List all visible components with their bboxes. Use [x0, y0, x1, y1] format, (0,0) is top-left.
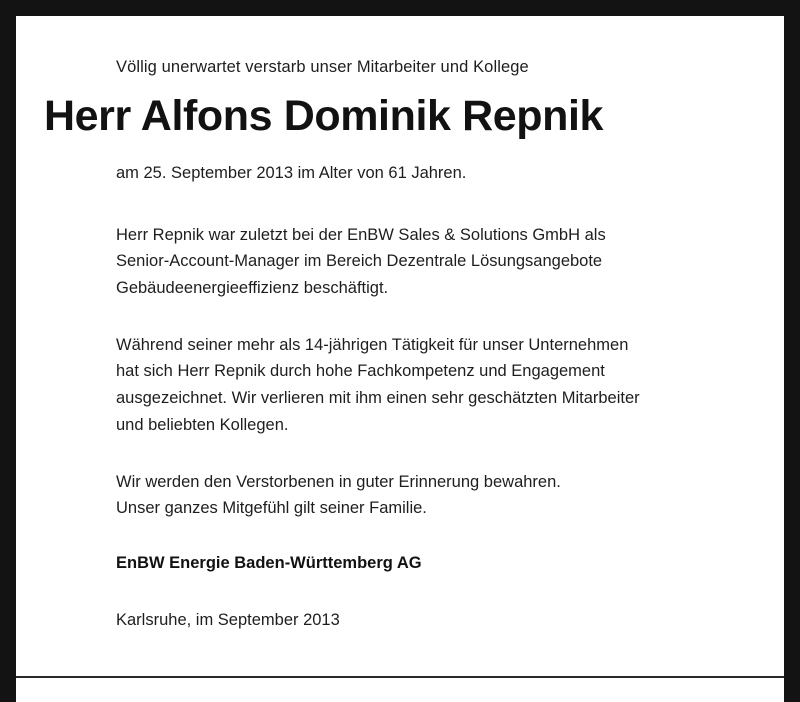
notice-content	[44, 56, 756, 632]
paragraph-career	[116, 222, 756, 302]
paragraph-line: Während seiner mehr als 14-jährigen Tätigkeit für unser Unternehmen	[116, 335, 629, 354]
intro-text: Völlig unerwartet verstarb unser Mitarbeiter und Kollege	[116, 58, 529, 76]
company-name: EnBW Energie Baden-Württemberg AG	[116, 553, 422, 572]
paragraph-line: Senior-Account-Manager im Bereich Dezentrale Lösungsangebote	[116, 252, 603, 271]
deceased-name: Herr Alfons Dominik Repnik	[44, 92, 604, 141]
paragraph-line: Herr Repnik war zuletzt bei der EnBW Sales & Solutions GmbH als	[116, 225, 606, 244]
place-and-date: Karlsruhe, im September 2013	[116, 611, 340, 630]
paragraph-line: Unser ganzes Mitgefühl gilt seiner Familie.	[116, 499, 427, 518]
paragraph-line: ausgezeichnet. Wir verlieren mit ihm einen sehr geschätzten Mitarbeiter	[116, 389, 640, 408]
paragraph-tribute	[116, 332, 756, 439]
paragraph-line: hat sich Herr Repnik durch hohe Fachkompetenz und Engagement	[116, 362, 605, 381]
paragraph-line: Wir werden den Verstorbenen in guter Erinnerung bewahren.	[116, 472, 561, 491]
border-bottom-rule	[16, 676, 784, 678]
border-top	[0, 0, 800, 16]
paragraph-line: und beliebten Kollegen.	[116, 415, 289, 434]
date-of-death-and-age: am 25. September 2013 im Alter von 61 Jahren.	[116, 164, 467, 183]
paragraph-condolence	[116, 469, 756, 522]
paragraph-line: Gebäudeenergieeffizienz beschäftigt.	[116, 278, 389, 297]
border-right	[784, 0, 800, 702]
border-left	[0, 0, 16, 702]
